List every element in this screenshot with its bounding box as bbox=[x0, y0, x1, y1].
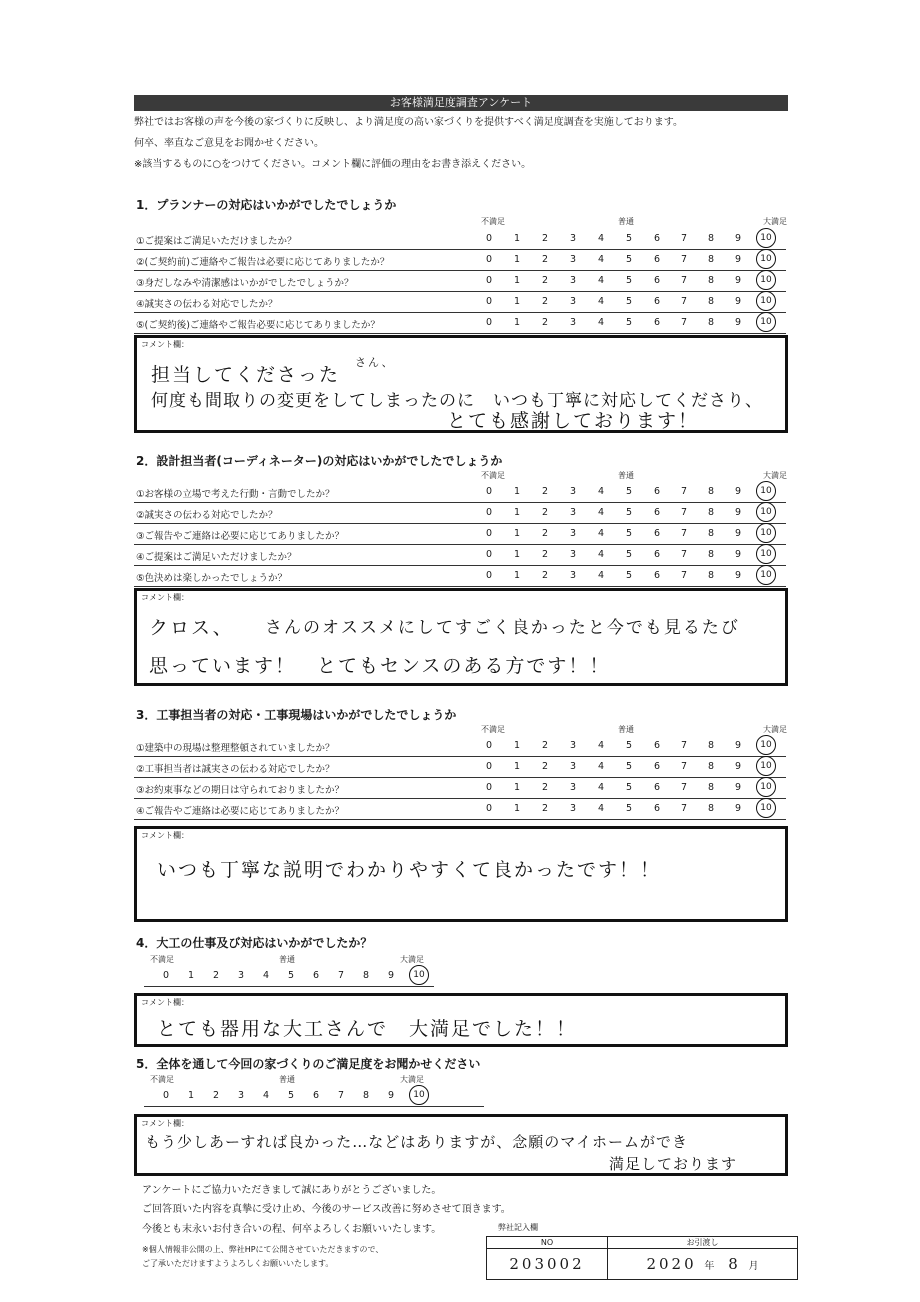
comment-label: コメント欄： bbox=[141, 340, 189, 349]
question-row bbox=[134, 313, 786, 334]
question-row bbox=[134, 799, 786, 820]
score-option[interactable]: 0 bbox=[485, 570, 493, 581]
score-option[interactable]: 8 bbox=[362, 970, 370, 981]
handover-year: 2020 bbox=[646, 1255, 697, 1273]
score-option[interactable]: 4 bbox=[597, 233, 605, 244]
handwritten-comment: さん、 bbox=[355, 356, 395, 369]
month-unit: 月 bbox=[748, 1261, 759, 1272]
score-option[interactable]: 0 bbox=[485, 761, 493, 772]
thanks-line: ご回答頂いた内容を真摯に受け止め、今後のサービス改善に努めさせて頂きます。 bbox=[142, 1204, 511, 1215]
score-option[interactable]: 1 bbox=[513, 570, 521, 581]
score-option[interactable]: 1 bbox=[187, 1090, 195, 1101]
scale-low-label: 不満足 bbox=[481, 471, 505, 480]
score-option[interactable]: 3 bbox=[569, 254, 577, 265]
score-option[interactable]: 1 bbox=[513, 528, 521, 539]
score-option[interactable]: 0 bbox=[485, 317, 493, 328]
selected-score[interactable]: 10 bbox=[756, 270, 776, 290]
score-option[interactable]: 0 bbox=[485, 740, 493, 751]
score-option[interactable]: 0 bbox=[485, 254, 493, 265]
score-option[interactable]: 4 bbox=[597, 507, 605, 518]
score-option[interactable]: 4 bbox=[597, 782, 605, 793]
score-option[interactable]: 2 bbox=[541, 761, 549, 772]
score-option[interactable]: 5 bbox=[287, 970, 295, 981]
score-option[interactable]: 5 bbox=[625, 254, 633, 265]
score-row bbox=[144, 1086, 484, 1107]
score-option[interactable]: 4 bbox=[597, 740, 605, 751]
selected-score[interactable]: 10 bbox=[756, 798, 776, 818]
score-option[interactable]: 0 bbox=[485, 275, 493, 286]
handwritten-comment: もう少しあーすれば良かった…などはありますが、念願のマイホームができ bbox=[145, 1133, 688, 1151]
score-option[interactable]: 5 bbox=[625, 528, 633, 539]
score-option[interactable]: 8 bbox=[707, 317, 715, 328]
comment-box bbox=[134, 335, 788, 433]
score-option[interactable]: 5 bbox=[625, 275, 633, 286]
scale-high-label: 大満足 bbox=[763, 217, 787, 226]
score-option[interactable]: 8 bbox=[707, 528, 715, 539]
question-text: ②(ご契約前)ご連絡やご報告は必要に応じてありましたか？ bbox=[136, 257, 390, 268]
score-option[interactable]: 8 bbox=[707, 570, 715, 581]
score-option[interactable]: 7 bbox=[680, 275, 688, 286]
score-option[interactable]: 3 bbox=[569, 782, 577, 793]
score-option[interactable]: 2 bbox=[541, 570, 549, 581]
score-option[interactable]: 9 bbox=[734, 761, 742, 772]
year-unit: 年 bbox=[704, 1261, 715, 1272]
question-row bbox=[134, 229, 786, 250]
question-text: ⑤色決めは楽しかったでしょうか？ bbox=[136, 573, 288, 584]
score-option[interactable]: 7 bbox=[337, 1090, 345, 1101]
question-text: ①お客様の立場で考えた行動・言動でしたか？ bbox=[136, 489, 335, 500]
comment-box bbox=[134, 588, 788, 686]
score-option[interactable]: 8 bbox=[707, 296, 715, 307]
score-option[interactable]: 8 bbox=[707, 740, 715, 751]
survey-title: お客様満足度調査アンケート bbox=[134, 95, 788, 111]
selected-score[interactable]: 10 bbox=[409, 1085, 429, 1105]
selected-score[interactable]: 10 bbox=[756, 777, 776, 797]
comment-box bbox=[134, 993, 788, 1047]
score-option[interactable]: 7 bbox=[680, 549, 688, 560]
score-option[interactable]: 3 bbox=[569, 761, 577, 772]
office-use-table bbox=[486, 1236, 798, 1280]
score-option[interactable]: 6 bbox=[653, 275, 661, 286]
score-option[interactable]: 1 bbox=[513, 296, 521, 307]
score-option[interactable]: 2 bbox=[541, 275, 549, 286]
handwritten-comment: とても器用な大工さんで 大満足でした！！ bbox=[157, 1018, 578, 1040]
score-option[interactable]: 9 bbox=[734, 570, 742, 581]
score-option[interactable]: 3 bbox=[569, 317, 577, 328]
score-option[interactable]: 1 bbox=[513, 254, 521, 265]
score-option[interactable]: 0 bbox=[485, 296, 493, 307]
score-option[interactable]: 5 bbox=[625, 803, 633, 814]
score-option[interactable]: 9 bbox=[734, 296, 742, 307]
comment-label: コメント欄： bbox=[141, 593, 189, 602]
comment-box bbox=[134, 1114, 788, 1176]
score-option[interactable]: 2 bbox=[541, 486, 549, 497]
score-option[interactable]: 1 bbox=[513, 761, 521, 772]
score-option[interactable]: 1 bbox=[187, 970, 195, 981]
scale-mid-label: 普通 bbox=[279, 1075, 295, 1084]
score-option[interactable]: 3 bbox=[569, 549, 577, 560]
score-option[interactable]: 6 bbox=[653, 296, 661, 307]
score-option[interactable]: 2 bbox=[541, 296, 549, 307]
intro-line: 何卒、率直なご意見をお聞かせください。 bbox=[134, 138, 324, 149]
question-text: ④誠実さの伝わる対応でしたか？ bbox=[136, 299, 278, 310]
score-option[interactable]: 6 bbox=[653, 486, 661, 497]
score-option[interactable]: 6 bbox=[653, 803, 661, 814]
score-option[interactable]: 1 bbox=[513, 317, 521, 328]
score-option[interactable]: 7 bbox=[680, 528, 688, 539]
handwritten-comment: 思っています！ とてもセンスのある方です！！ bbox=[149, 655, 611, 677]
scale-mid-label: 普通 bbox=[279, 955, 295, 964]
selected-score[interactable]: 10 bbox=[756, 502, 776, 522]
score-option[interactable]: 5 bbox=[625, 740, 633, 751]
score-option[interactable]: 1 bbox=[513, 740, 521, 751]
score-option[interactable]: 8 bbox=[707, 254, 715, 265]
score-option[interactable]: 9 bbox=[734, 254, 742, 265]
score-option[interactable]: 5 bbox=[625, 486, 633, 497]
score-option[interactable]: 4 bbox=[262, 1090, 270, 1101]
question-row bbox=[134, 250, 786, 271]
score-option[interactable]: 4 bbox=[597, 275, 605, 286]
no-header: NO bbox=[487, 1237, 608, 1249]
question-row bbox=[134, 778, 786, 799]
selected-score[interactable]: 10 bbox=[756, 291, 776, 311]
score-option[interactable]: 7 bbox=[680, 740, 688, 751]
score-option[interactable]: 8 bbox=[707, 507, 715, 518]
score-option[interactable]: 6 bbox=[653, 740, 661, 751]
score-option[interactable]: 6 bbox=[653, 549, 661, 560]
score-option[interactable]: 2 bbox=[541, 317, 549, 328]
score-option[interactable]: 6 bbox=[653, 507, 661, 518]
selected-score[interactable]: 10 bbox=[756, 481, 776, 501]
score-option[interactable]: 6 bbox=[653, 317, 661, 328]
score-option[interactable]: 8 bbox=[707, 761, 715, 772]
selected-score[interactable]: 10 bbox=[756, 312, 776, 332]
question-text: ②誠実さの伝わる対応でしたか？ bbox=[136, 510, 278, 521]
section-heading: 2．設計担当者(コーディネーター)の対応はいかがでしたでしょうか bbox=[136, 454, 503, 468]
score-option[interactable]: 0 bbox=[485, 233, 493, 244]
question-text: ①ご提案はご満足いただけましたか？ bbox=[136, 236, 297, 247]
score-option[interactable]: 6 bbox=[312, 970, 320, 981]
score-option[interactable]: 7 bbox=[680, 570, 688, 581]
handover-header: お引渡し bbox=[608, 1237, 798, 1249]
score-option[interactable]: 9 bbox=[734, 803, 742, 814]
scale-high-label: 大満足 bbox=[400, 1075, 424, 1084]
question-row bbox=[134, 482, 786, 503]
score-option[interactable]: 1 bbox=[513, 803, 521, 814]
question-text: ①建築中の現場は整理整頓されていましたか？ bbox=[136, 743, 335, 754]
scale-mid-label: 普通 bbox=[618, 725, 634, 734]
score-option[interactable]: 6 bbox=[653, 761, 661, 772]
score-option[interactable]: 5 bbox=[287, 1090, 295, 1101]
comment-box bbox=[134, 826, 788, 922]
score-option[interactable]: 2 bbox=[541, 740, 549, 751]
question-row bbox=[134, 524, 786, 545]
handwritten-comment: 担当してくださった bbox=[151, 364, 341, 386]
handwritten-comment: 何度も間取りの変更をしてしまったのに いつも丁寧に対応してくださり、 bbox=[151, 391, 763, 411]
score-option[interactable]: 5 bbox=[625, 317, 633, 328]
score-option[interactable]: 9 bbox=[734, 507, 742, 518]
score-option[interactable]: 9 bbox=[734, 740, 742, 751]
comment-label: コメント欄： bbox=[141, 998, 189, 1007]
score-option[interactable]: 5 bbox=[625, 507, 633, 518]
question-row bbox=[134, 545, 786, 566]
score-option[interactable]: 7 bbox=[680, 782, 688, 793]
score-option[interactable]: 7 bbox=[680, 507, 688, 518]
score-option[interactable]: 4 bbox=[262, 970, 270, 981]
score-option[interactable]: 6 bbox=[653, 254, 661, 265]
comment-label: コメント欄： bbox=[141, 1119, 189, 1128]
selected-score[interactable]: 10 bbox=[756, 249, 776, 269]
score-option[interactable]: 6 bbox=[653, 782, 661, 793]
question-row bbox=[134, 271, 786, 292]
score-option[interactable]: 0 bbox=[485, 549, 493, 560]
section-heading: 4．大工の仕事及び対応はいかがでしたか？ bbox=[136, 936, 373, 950]
score-option[interactable]: 2 bbox=[212, 1090, 220, 1101]
score-option[interactable]: 7 bbox=[680, 486, 688, 497]
score-option[interactable]: 9 bbox=[734, 549, 742, 560]
score-option[interactable]: 7 bbox=[680, 317, 688, 328]
score-option[interactable]: 9 bbox=[734, 528, 742, 539]
score-option[interactable]: 9 bbox=[734, 233, 742, 244]
scale-low-label: 不満足 bbox=[481, 725, 505, 734]
section-heading: 5．全体を通して今回の家づくりのご満足度をお聞かせください bbox=[136, 1057, 481, 1071]
score-option[interactable]: 4 bbox=[597, 296, 605, 307]
score-option[interactable]: 6 bbox=[653, 233, 661, 244]
scale-mid-label: 普通 bbox=[618, 471, 634, 480]
score-option[interactable]: 4 bbox=[597, 761, 605, 772]
score-option[interactable]: 6 bbox=[653, 570, 661, 581]
selected-score[interactable]: 10 bbox=[756, 565, 776, 585]
score-option[interactable]: 9 bbox=[734, 317, 742, 328]
handwritten-comment: いつも丁寧な説明でわかりやすくて良かったです！！ bbox=[157, 859, 662, 881]
question-text: ②工事担当者は誠実さの伝わる対応でしたか？ bbox=[136, 764, 335, 775]
scale-high-label: 大満足 bbox=[763, 725, 787, 734]
privacy-note: ※個人情報非公開の上、弊社HPにて公開させていただきますので、 bbox=[142, 1245, 384, 1254]
score-option[interactable]: 1 bbox=[513, 549, 521, 560]
score-option[interactable]: 8 bbox=[707, 803, 715, 814]
selected-score[interactable]: 10 bbox=[409, 965, 429, 985]
score-option[interactable]: 3 bbox=[569, 296, 577, 307]
score-option[interactable]: 4 bbox=[597, 528, 605, 539]
score-option[interactable]: 0 bbox=[485, 486, 493, 497]
score-option[interactable]: 0 bbox=[485, 528, 493, 539]
score-option[interactable]: 8 bbox=[362, 1090, 370, 1101]
score-option[interactable]: 2 bbox=[541, 782, 549, 793]
question-text: ③ご報告やご連絡は必要に応じてありましたか？ bbox=[136, 531, 345, 542]
score-option[interactable]: 3 bbox=[569, 486, 577, 497]
score-row bbox=[144, 966, 434, 987]
score-option[interactable]: 3 bbox=[569, 740, 577, 751]
score-option[interactable]: 2 bbox=[541, 254, 549, 265]
question-row bbox=[134, 566, 786, 587]
scale-low-label: 不満足 bbox=[150, 955, 174, 964]
score-option[interactable]: 3 bbox=[569, 803, 577, 814]
score-option[interactable]: 2 bbox=[541, 233, 549, 244]
question-text: ③お約束事などの期日は守られておりましたか？ bbox=[136, 785, 345, 796]
score-option[interactable]: 5 bbox=[625, 761, 633, 772]
question-text: ④ご報告やご連絡は必要に応じてありましたか？ bbox=[136, 806, 345, 817]
score-option[interactable]: 8 bbox=[707, 782, 715, 793]
question-row bbox=[134, 736, 786, 757]
score-option[interactable]: 4 bbox=[597, 254, 605, 265]
handwritten-comment: クロス、 bbox=[149, 617, 234, 639]
score-option[interactable]: 8 bbox=[707, 486, 715, 497]
comment-label: コメント欄： bbox=[141, 831, 189, 840]
handover-date bbox=[608, 1249, 798, 1280]
score-option[interactable]: 9 bbox=[387, 1090, 395, 1101]
score-option[interactable]: 4 bbox=[597, 317, 605, 328]
handover-month: 8 bbox=[728, 1255, 741, 1273]
score-option[interactable]: 2 bbox=[541, 528, 549, 539]
score-option[interactable]: 3 bbox=[237, 1090, 245, 1101]
score-option[interactable]: 7 bbox=[680, 803, 688, 814]
score-option[interactable]: 9 bbox=[734, 275, 742, 286]
score-option[interactable]: 0 bbox=[485, 803, 493, 814]
selected-score[interactable]: 10 bbox=[756, 228, 776, 248]
score-option[interactable]: 3 bbox=[569, 275, 577, 286]
question-row bbox=[134, 292, 786, 313]
scale-mid-label: 普通 bbox=[618, 217, 634, 226]
question-text: ⑤(ご契約後)ご連絡やご報告必要に応じてありましたか？ bbox=[136, 320, 380, 331]
question-text: ④ご提案はご満足いただけましたか？ bbox=[136, 552, 297, 563]
score-option[interactable]: 3 bbox=[569, 233, 577, 244]
scale-high-label: 大満足 bbox=[763, 471, 787, 480]
question-text: ③身だしなみや清潔感はいかがでしたでしょうか？ bbox=[136, 278, 354, 289]
question-row bbox=[134, 503, 786, 524]
intro-line: 弊社ではお客様の声を今後の家づくりに反映し、より満足度の高い家づくりを提供すべく満足度調査を実施しております。 bbox=[134, 117, 683, 128]
score-option[interactable]: 4 bbox=[597, 549, 605, 560]
score-option[interactable]: 1 bbox=[513, 507, 521, 518]
score-option[interactable]: 5 bbox=[625, 233, 633, 244]
score-option[interactable]: 0 bbox=[485, 782, 493, 793]
score-option[interactable]: 9 bbox=[734, 782, 742, 793]
intro-line: ※該当するものに○をつけてください。コメント欄に評価の理由をお書き添えください。 bbox=[134, 159, 532, 170]
score-option[interactable]: 8 bbox=[707, 233, 715, 244]
selected-score[interactable]: 10 bbox=[756, 544, 776, 564]
score-option[interactable]: 4 bbox=[597, 486, 605, 497]
score-option[interactable]: 1 bbox=[513, 233, 521, 244]
scale-low-label: 不満足 bbox=[150, 1075, 174, 1084]
score-option[interactable]: 5 bbox=[625, 549, 633, 560]
score-option[interactable]: 8 bbox=[707, 275, 715, 286]
privacy-note: ご了承いただけますようよろしくお願いいたします。 bbox=[142, 1259, 334, 1268]
no-value: 203002 bbox=[487, 1249, 608, 1280]
score-option[interactable]: 9 bbox=[387, 970, 395, 981]
score-option[interactable]: 3 bbox=[569, 570, 577, 581]
section-heading: 1．プランナーの対応はいかがでしたでしょうか bbox=[136, 198, 397, 212]
thanks-line: アンケートにご協力いただきまして誠にありがとうございました。 bbox=[142, 1185, 442, 1196]
score-option[interactable]: 1 bbox=[513, 486, 521, 497]
score-option[interactable]: 5 bbox=[625, 782, 633, 793]
score-option[interactable]: 5 bbox=[625, 570, 633, 581]
score-option[interactable]: 7 bbox=[680, 761, 688, 772]
score-option[interactable]: 1 bbox=[513, 275, 521, 286]
score-option[interactable]: 3 bbox=[569, 528, 577, 539]
score-option[interactable]: 6 bbox=[653, 528, 661, 539]
score-option[interactable]: 2 bbox=[541, 549, 549, 560]
office-use-label: 弊社記入欄 bbox=[498, 1223, 538, 1232]
score-option[interactable]: 0 bbox=[162, 970, 170, 981]
score-option[interactable]: 0 bbox=[485, 507, 493, 518]
score-option[interactable]: 6 bbox=[312, 1090, 320, 1101]
selected-score[interactable]: 10 bbox=[756, 756, 776, 776]
score-option[interactable]: 4 bbox=[597, 570, 605, 581]
score-option[interactable]: 1 bbox=[513, 782, 521, 793]
score-option[interactable]: 3 bbox=[569, 507, 577, 518]
scale-high-label: 大満足 bbox=[400, 955, 424, 964]
section-heading: 3．工事担当者の対応・工事現場はいかがでしたでしょうか bbox=[136, 708, 457, 722]
score-option[interactable]: 7 bbox=[680, 296, 688, 307]
handwritten-comment: 満足しております bbox=[609, 1155, 738, 1173]
scale-low-label: 不満足 bbox=[481, 217, 505, 226]
selected-score[interactable]: 10 bbox=[756, 523, 776, 543]
score-option[interactable]: 7 bbox=[680, 254, 688, 265]
score-option[interactable]: 2 bbox=[212, 970, 220, 981]
score-option[interactable]: 4 bbox=[597, 803, 605, 814]
handwritten-comment: とても感謝しております！ bbox=[447, 410, 700, 432]
score-option[interactable]: 9 bbox=[734, 486, 742, 497]
score-option[interactable]: 8 bbox=[707, 549, 715, 560]
score-option[interactable]: 7 bbox=[680, 233, 688, 244]
thanks-line: 今後とも末永いお付き合いの程、何卒よろしくお願いいたします。 bbox=[142, 1224, 442, 1235]
score-option[interactable]: 7 bbox=[337, 970, 345, 981]
score-option[interactable]: 0 bbox=[162, 1090, 170, 1101]
handwritten-comment: さんのオススメにしてすごく良かったと今でも見るたび bbox=[265, 618, 740, 638]
selected-score[interactable]: 10 bbox=[756, 735, 776, 755]
score-option[interactable]: 3 bbox=[237, 970, 245, 981]
score-option[interactable]: 2 bbox=[541, 803, 549, 814]
score-option[interactable]: 2 bbox=[541, 507, 549, 518]
question-row bbox=[134, 757, 786, 778]
score-option[interactable]: 5 bbox=[625, 296, 633, 307]
